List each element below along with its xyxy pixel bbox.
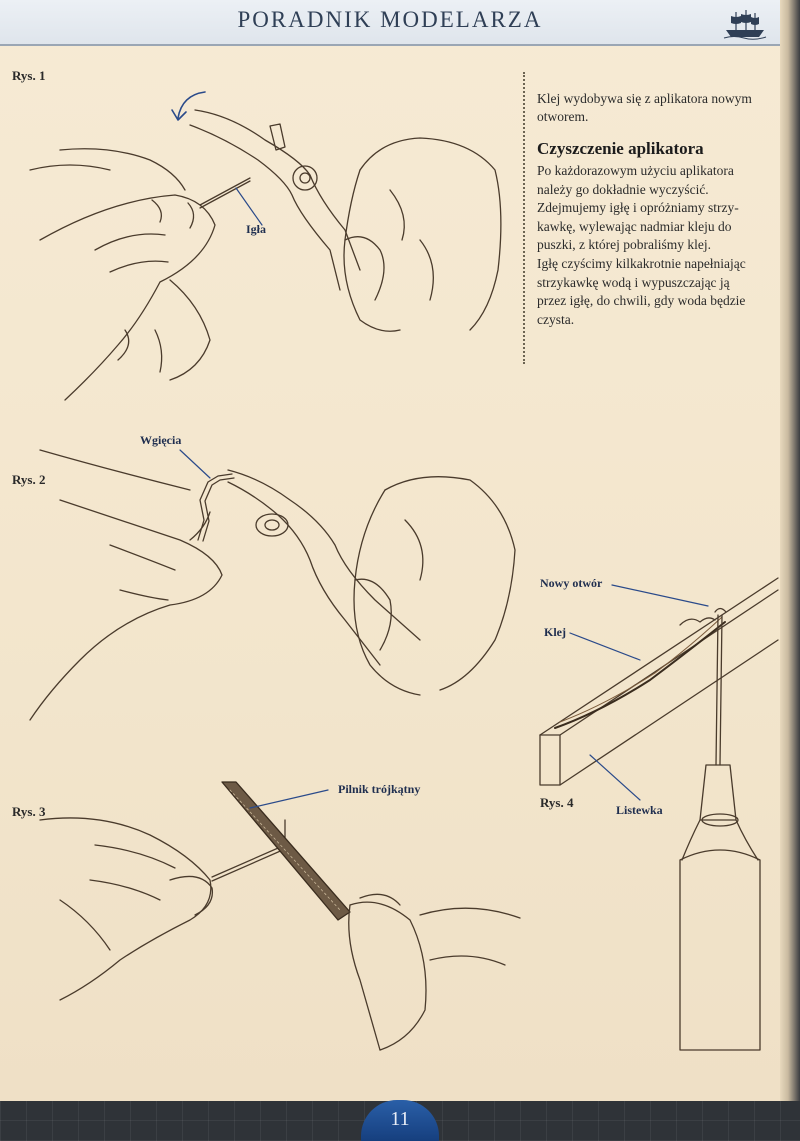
- dotted-divider: [523, 72, 525, 364]
- callout-new-hole: Nowy otwór: [540, 576, 603, 590]
- page-header-title: PORADNIK MODELARZA: [237, 7, 543, 32]
- body-line: przez igłę, do chwili, gdy woda będzie: [537, 293, 746, 309]
- body-line: Po każdorazowym użyciu aplikatora: [537, 163, 734, 178]
- callout-triangular-file: Pilnik trójkątny: [338, 782, 421, 796]
- page-edge: [780, 0, 800, 1110]
- section-heading: Czyszczenie aplikatora: [537, 139, 704, 158]
- body-line: puszki, z której pobraliśmy klej.: [537, 237, 711, 253]
- body-line: kawkę, wylewając nadmiar kleju do: [537, 218, 732, 234]
- cleaning-paragraph: [537, 162, 767, 329]
- body-line: Zdejmujemy igłę i opróżniamy strzy-: [537, 200, 739, 216]
- page-number: 11: [390, 1108, 410, 1130]
- body-line: należy go dokładnie wyczyścić.: [537, 181, 709, 197]
- figure-3-illustration: [40, 782, 520, 1050]
- callout-strip: Listewka: [616, 803, 663, 817]
- intro-paragraph: Klej wydobywa się z aplikatora nowym otworem.: [537, 91, 752, 124]
- callout-bends: Wgięcia: [140, 433, 182, 447]
- figure-1-illustration: [30, 92, 501, 400]
- body-line: czysta.: [537, 311, 575, 327]
- figure-3-label: Rys. 3: [12, 804, 46, 819]
- callout-glue: Klej: [544, 625, 566, 639]
- article-text: [537, 90, 767, 329]
- body-line: strzykawkę wodą i wypuszczając ją: [537, 274, 730, 290]
- callout-needle: Igła: [246, 222, 267, 236]
- body-line: Igłę czyścimy kilkakrotnie napełniając: [537, 255, 746, 271]
- figure-1-label: Rys. 1: [12, 68, 46, 83]
- figure-4-label: Rys. 4: [540, 795, 574, 810]
- figure-2-illustration: [30, 450, 515, 720]
- figure-2-label: Rys. 2: [12, 472, 46, 487]
